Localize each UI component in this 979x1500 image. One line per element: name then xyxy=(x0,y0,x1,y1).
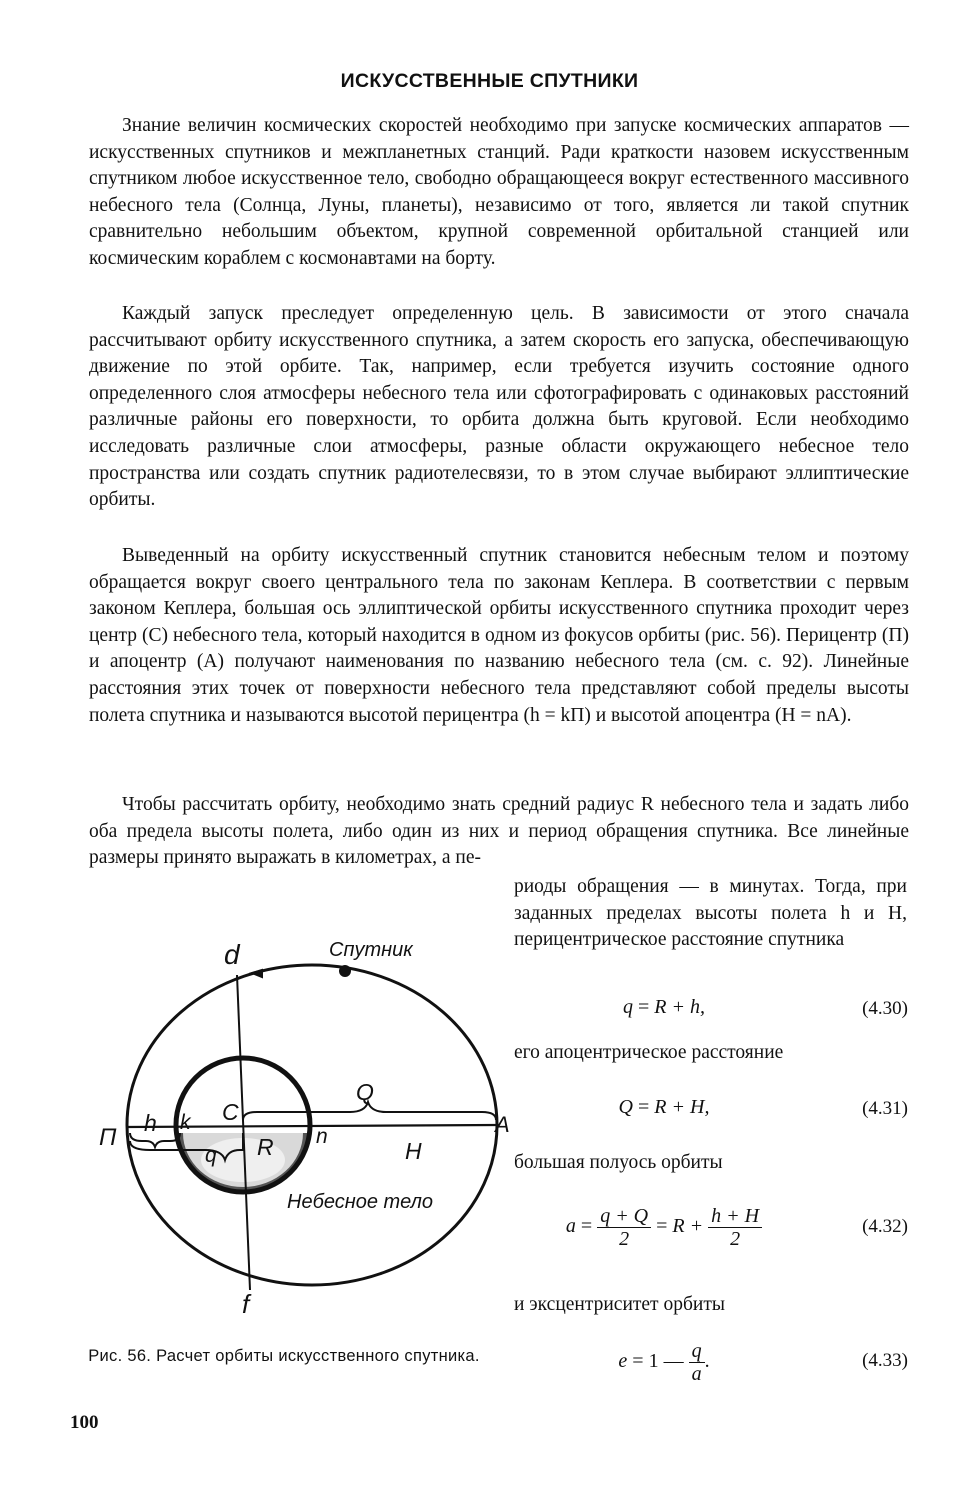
eq-433-frac-den: a xyxy=(691,1363,702,1385)
label-Q: Q xyxy=(356,1079,374,1105)
text-semi-major-axis: большая полуось орбиты xyxy=(514,1152,723,1173)
paragraph-2: Каждый запуск преследует определенную цель. В зависимости от этого сначала рассчитывают орбиту искусственного спутника, а затем скорость его запуска, обеспечивающую движение по этой орбите. Так, например, если требуется изучить состояние одного определенного слоя атмосферы небесного тела или сфотографировать с одинаковых расстояний различные районы его поверхности, то орбита должна быть круговой. Если необходимо исследовать различные слои атмосферы, разные области окружающего небесное тело пространства или создать спутник радиотелесвязи, то в этом случае выбирают эллиптические орбиты. xyxy=(89,303,909,511)
eq-433-frac-num: q xyxy=(689,1340,705,1363)
eq-432-frac2-den: 2 xyxy=(730,1228,741,1250)
page-title: ИСКУССТВЕННЫЕ СПУТНИКИ xyxy=(340,70,639,92)
label-C: C xyxy=(222,1099,239,1125)
label-d: d xyxy=(224,939,240,970)
eq-433-rhs: 1 — xyxy=(648,1350,684,1373)
eq-430-rhs: R + h, xyxy=(654,996,705,1018)
equation-4-32: a = $\frac{q + Q}{2}$ = R + $\frac{h + H}{2}$ xyxy=(514,1205,814,1250)
text-eccentricity: и эксцентриситет орбиты xyxy=(514,1294,725,1315)
label-n: n xyxy=(316,1125,328,1148)
eq-432-frac2-num: h + H xyxy=(708,1205,762,1228)
equation-4-30: q = R + h, xyxy=(623,996,705,1018)
page-number: 100 xyxy=(70,1412,99,1433)
label-pericenter: П xyxy=(99,1124,117,1151)
eq-433-lhs: e xyxy=(618,1350,628,1373)
equation-number-4-33: (4.33) xyxy=(862,1350,908,1371)
eq-430-lhs: q xyxy=(623,996,633,1018)
label-H: H xyxy=(405,1138,422,1164)
equation-number-4-31: (4.31) xyxy=(862,1098,908,1119)
eq-432-frac1-num: q + Q xyxy=(597,1205,651,1228)
figure-caption: Рис. 56. Расчет орбиты искусственного спутника. xyxy=(88,1347,480,1365)
equation-number-4-30: (4.30) xyxy=(862,998,908,1019)
paragraph-4: Чтобы рассчитать орбиту, необходимо знать средний радиус R небесного тела и задать либо оба предела высоты полета, либо один из них и период обращения спутника. Все линейные размеры принято выражать в километрах, а пе- xyxy=(89,794,909,869)
label-h: h xyxy=(144,1110,157,1136)
column-text-continuation: риоды обращения — в минутах. Тогда, при заданных пределах высоты полета h и H, перицентрическое расстояние спутника xyxy=(514,876,907,951)
label-k: k xyxy=(180,1111,191,1134)
label-apocenter: A xyxy=(495,1112,510,1137)
direction-arrow-icon xyxy=(252,970,262,977)
equation-number-4-32: (4.32) xyxy=(862,1216,908,1237)
eq-431-rhs: R + H, xyxy=(654,1096,710,1118)
paragraph-3: Выведенный на орбиту искусственный спутник становится небесным телом и поэтому обращается вокруг своего центрального тела по законам Кеплера. В соответствии с первым законом Кеплера, большая ось эллиптической орбиты искусственного спутника проходит через центр (C) небесного тела, который находится в одном из фокусов орбиты (рис. 56). Перицентр (П) и апоцентр (A) получают наименования по названию небесного тела (см. с. 92). Линейные расстояния этих точек от поверхности небесного тела представляют собой пределы высоты полета спутника и называются высотой перицентра (h = kП) и высотой апоцентра (H = nA). xyxy=(89,545,909,726)
eq-433-tail: . xyxy=(704,1350,710,1373)
eq-432-plus: R + xyxy=(672,1215,704,1238)
label-R: R xyxy=(257,1134,274,1160)
label-q: q xyxy=(205,1144,217,1167)
satellite-dot xyxy=(339,965,351,977)
equation-4-31: Q = R + H, xyxy=(618,1096,710,1118)
chord-d-f xyxy=(237,975,250,1290)
eq-432-lhs: a xyxy=(565,1215,576,1238)
eq-432-frac1-den: 2 xyxy=(619,1228,630,1250)
label-body: Небесное тело xyxy=(287,1191,434,1213)
label-f: f xyxy=(242,1289,250,1319)
label-satellite: Спутник xyxy=(329,939,413,961)
equation-4-33: e = 1 — $\frac{q}{a}$ . xyxy=(618,1340,710,1385)
text-apocentric-distance: его апоцентрическое расстояние xyxy=(514,1042,784,1063)
eq-431-lhs: Q xyxy=(618,1096,633,1118)
paragraph-1: Знание величин космических скоростей необходимо при запуске космических аппаратов — искусственных спутников и межпланетных станций. Ради краткости назовем искусственным спутником любое искусственное тело, свободно обращающееся вокруг естественного массивного небесного тела (Солнца, Луны, планеты), независимо от того, является ли такой спутник сравнительно небольшим объектом, крупной современной орбитальной станцией или космическим кораблем с космонавтами на борту. xyxy=(89,115,909,269)
